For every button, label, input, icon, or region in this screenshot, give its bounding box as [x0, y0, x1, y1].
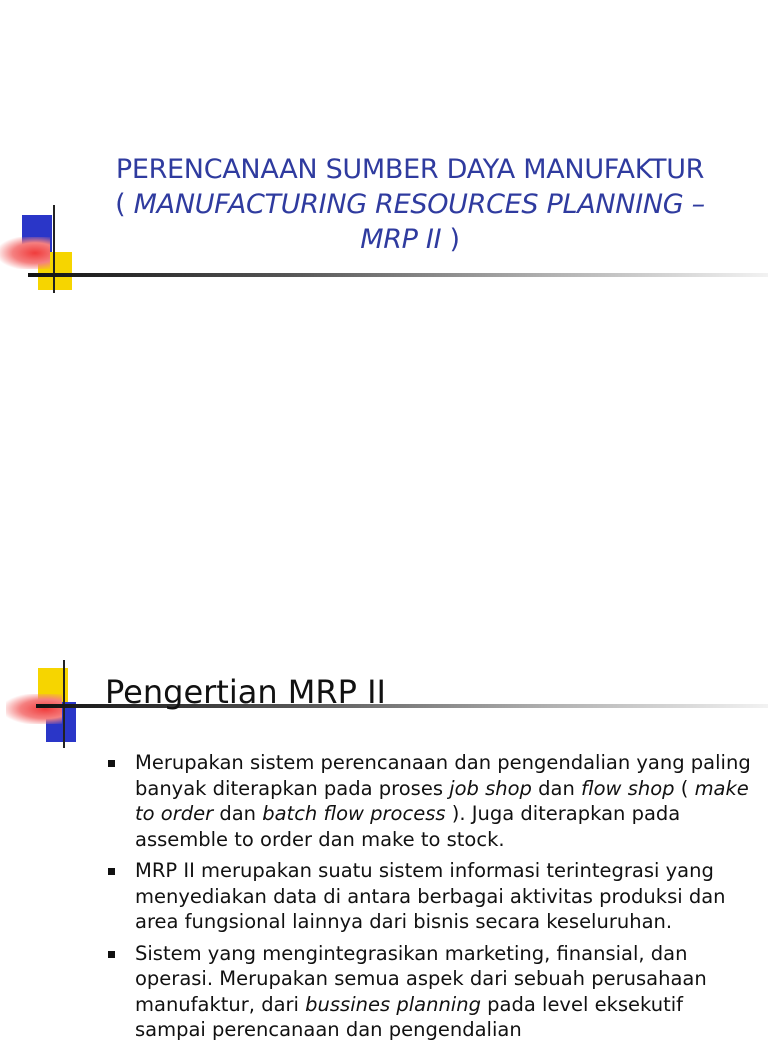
- list-item: MRP II merupakan suatu sistem informasi terintegrasi yang menyediakan data di antara berbagai aktivitas produksi dan area fungsional lainnya dari bisnis secara keseluruhan.: [105, 858, 755, 935]
- list-item: Sistem yang mengintegrasikan marketing, finansial, dan operasi. Merupakan semua aspek dari sebuah perusahaan manufaktur, dari bussines planning pada level eksekutif sampai perencanaan dan pengendalian: [105, 941, 755, 1043]
- title-line-3: MRP II ): [360, 224, 460, 255]
- list-item: Merupakan sistem perencanaan dan pengendalian yang paling banyak diterapkan pada proses job shop dan flow shop ( make to order dan batch flow process ). Juga diterapkan pada assemble to order dan make to stock.: [105, 750, 755, 852]
- bullet-list: [105, 750, 755, 1049]
- logo-vertical-line: [53, 205, 55, 293]
- red-glow: [6, 694, 62, 724]
- slide-1-title: [80, 152, 740, 257]
- slide-2-title: Pengertian MRP II: [105, 673, 386, 711]
- title-underline: [28, 273, 768, 277]
- title-line-2: ( MANUFACTURING RESOURCES PLANNING –: [115, 189, 705, 220]
- title-line-1: PERENCANAAN SUMBER DAYA MANUFAKTUR: [115, 154, 705, 185]
- slide-1: [0, 0, 768, 510]
- red-glow: [0, 237, 50, 269]
